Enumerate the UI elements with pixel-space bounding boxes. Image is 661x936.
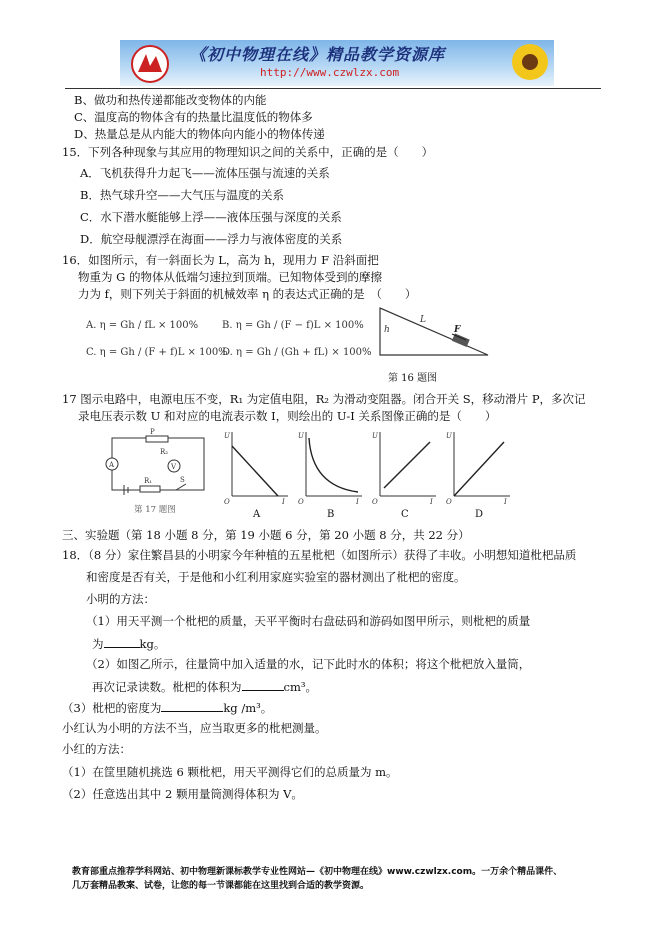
graph-a-label: A bbox=[253, 509, 261, 520]
header-url[interactable]: http://www.czwlzx.com bbox=[260, 66, 400, 79]
q16-figure-caption: 第 16 题图 bbox=[388, 373, 438, 384]
graph-d-label: D bbox=[475, 509, 484, 520]
svg-text:P: P bbox=[150, 428, 155, 436]
header-title: 《初中物理在线》精品教学资源库 bbox=[190, 45, 446, 64]
switch-icon bbox=[176, 484, 186, 490]
q15-option-c: C．水下潜水艇能够上浮——液体压强与深度的关系 bbox=[80, 210, 342, 224]
svg-text:I: I bbox=[282, 498, 285, 504]
svg-text:S: S bbox=[180, 476, 185, 484]
q16-option-c: C. η = Gh / (F + f)L × 100% bbox=[86, 347, 228, 358]
svg-text:U: U bbox=[298, 432, 304, 440]
q17-stem-line1: 17 图示电路中，电源电压不变，R₁ 为定值电阻，R₂ 为滑动变阻器。闭合开关 S，移动滑片 P，多次记 bbox=[62, 392, 586, 406]
q14-option-c: C、温度高的物体含有的热量比温度低的物体多 bbox=[74, 110, 313, 124]
q17-graph-b bbox=[296, 428, 366, 504]
q14-option-b: B、做功和热传递都能改变物体的内能 bbox=[74, 93, 267, 107]
graph-a-line bbox=[232, 446, 278, 496]
q18-xiaoming-method: 小明的方法： bbox=[86, 592, 155, 606]
q18-step1-answer: 为 kg。 bbox=[92, 637, 166, 651]
q15-option-d: D．航空母舰漂浮在海面——浮力与液体密度的关系 bbox=[80, 232, 343, 246]
incline-length-label: L bbox=[420, 315, 426, 325]
answer-blank-volume[interactable] bbox=[242, 679, 284, 691]
graph-c-line bbox=[384, 442, 430, 488]
sunflower-icon bbox=[504, 40, 554, 86]
q18-stem-line2: 和密度是否有关，于是他和小红利用家庭实验室的器材测出了枇杷的密度。 bbox=[86, 570, 466, 584]
svg-text:R₂: R₂ bbox=[160, 448, 169, 456]
q14-option-d: D、热量总是从内能大的物体向内能小的物体传递 bbox=[74, 127, 325, 141]
q16-stem-line2: 物重为 G 的物体从低端匀速拉到顶端。已知物体受到的摩擦 bbox=[78, 270, 382, 284]
q16-option-b: B. η = Gh / (F − f)L × 100% bbox=[222, 320, 364, 331]
graph-b-label: B bbox=[327, 509, 335, 520]
svg-text:I: I bbox=[356, 498, 359, 504]
header-rule bbox=[65, 88, 601, 89]
section-3-heading: 三、实验题（第 18 小题 8 分，第 19 小题 6 分，第 20 小题 8 分，共 22 分） bbox=[62, 528, 470, 542]
svg-text:I: I bbox=[430, 498, 433, 504]
incline-force-label: F bbox=[454, 325, 461, 335]
q18-xiaohong-step1: （1）在筐里随机挑选 6 颗枇杷，用天平测得它们的总质量为 m。 bbox=[62, 765, 398, 779]
q17-stem-line2: 录电压表示数 U 和对应的电流表示数 I，则绘出的 U-I 关系图像正确的是（ ） bbox=[78, 409, 497, 423]
graph-c-label: C bbox=[401, 509, 409, 520]
rheostat-r2 bbox=[146, 436, 168, 442]
q15-stem: 15．下列各种现象与其应用的物理知识之间的关系中，正确的是（ ） bbox=[62, 145, 434, 159]
q16-incline-figure bbox=[370, 300, 500, 360]
q15-option-a: A．飞机获得升力起飞——流体压强与流速的关系 bbox=[80, 166, 330, 180]
q18-xiaohong-method: 小红的方法： bbox=[62, 742, 131, 756]
svg-text:O: O bbox=[372, 498, 378, 504]
q18-step2-answer: 再次记录读数。枇杷的体积为 cm³。 bbox=[92, 680, 317, 694]
q18-xiaohong-step2: （2）任意选出其中 2 颗用量筒测得体积为 V。 bbox=[62, 787, 303, 801]
q16-option-d: D. η = Gh / (Gh + fL) × 100% bbox=[222, 347, 372, 358]
q18-step3: （3）枇杷的密度为 kg /m³。 bbox=[62, 701, 273, 715]
footer-line2: 几万套精品教案、试卷，让您的每一节课都能在这里找到合适的教学资源。 bbox=[72, 881, 370, 891]
q18-step2: （2）如图乙所示，往量筒中加入适量的水，记下此时水的体积；将这个枇杷放入量筒， bbox=[86, 657, 531, 671]
q16-stem-line3: 力为 f，则下列关于斜面的机械效率 η 的表达式正确的是 （ ） bbox=[78, 287, 417, 301]
answer-blank-mass[interactable] bbox=[104, 636, 140, 648]
site-logo-icon bbox=[124, 44, 176, 84]
svg-text:I: I bbox=[504, 498, 507, 504]
q17-graph-d bbox=[444, 428, 514, 504]
svg-text:O: O bbox=[224, 498, 230, 504]
graph-b-curve bbox=[309, 438, 358, 492]
q16-option-a: A. η = Gh / fL × 100% bbox=[86, 320, 199, 331]
resistor-r1 bbox=[140, 486, 160, 492]
svg-text:O: O bbox=[298, 498, 304, 504]
q18-stem-line1: 18．（8 分）家住繁昌县的小明家今年种植的五星枇杷（如图所示）获得了丰收。小明想知道枇杷品质 bbox=[62, 548, 577, 562]
header-banner bbox=[120, 40, 554, 86]
svg-text:V: V bbox=[171, 463, 177, 471]
footer-line1: 教育部重点推荐学科网站、初中物理新课标教学专业性网站—《初中物理在线》www.czwlzx.com。一万余个精品课件、 bbox=[72, 867, 563, 877]
graph-d-line bbox=[454, 442, 504, 496]
q17-graph-a bbox=[222, 428, 292, 504]
svg-text:R₁: R₁ bbox=[144, 477, 153, 485]
q18-step1: （1）用天平测一个枇杷的质量，天平平衡时右盘砝码和游码如图甲所示，则枇杷的质量 bbox=[86, 614, 531, 628]
svg-text:U: U bbox=[224, 432, 230, 440]
svg-text:U: U bbox=[446, 432, 452, 440]
incline-height-label: h bbox=[384, 325, 390, 335]
q17-graph-c bbox=[370, 428, 440, 504]
svg-text:A: A bbox=[109, 461, 115, 469]
q16-stem-line1: 16．如图所示，有一斜面长为 L，高为 h，现用力 F 沿斜面把 bbox=[62, 253, 379, 267]
q15-option-b: B．热气球升空——大气压与温度的关系 bbox=[80, 188, 284, 202]
svg-text:O: O bbox=[446, 498, 452, 504]
q17-figure-caption: 第 17 题图 bbox=[134, 505, 176, 515]
answer-blank-density[interactable] bbox=[161, 700, 223, 712]
q18-xiaohong-opinion: 小红认为小明的方法不当，应当取更多的枇杷测量。 bbox=[62, 721, 327, 735]
svg-text:U: U bbox=[372, 432, 378, 440]
q17-circuit-diagram bbox=[100, 428, 212, 498]
